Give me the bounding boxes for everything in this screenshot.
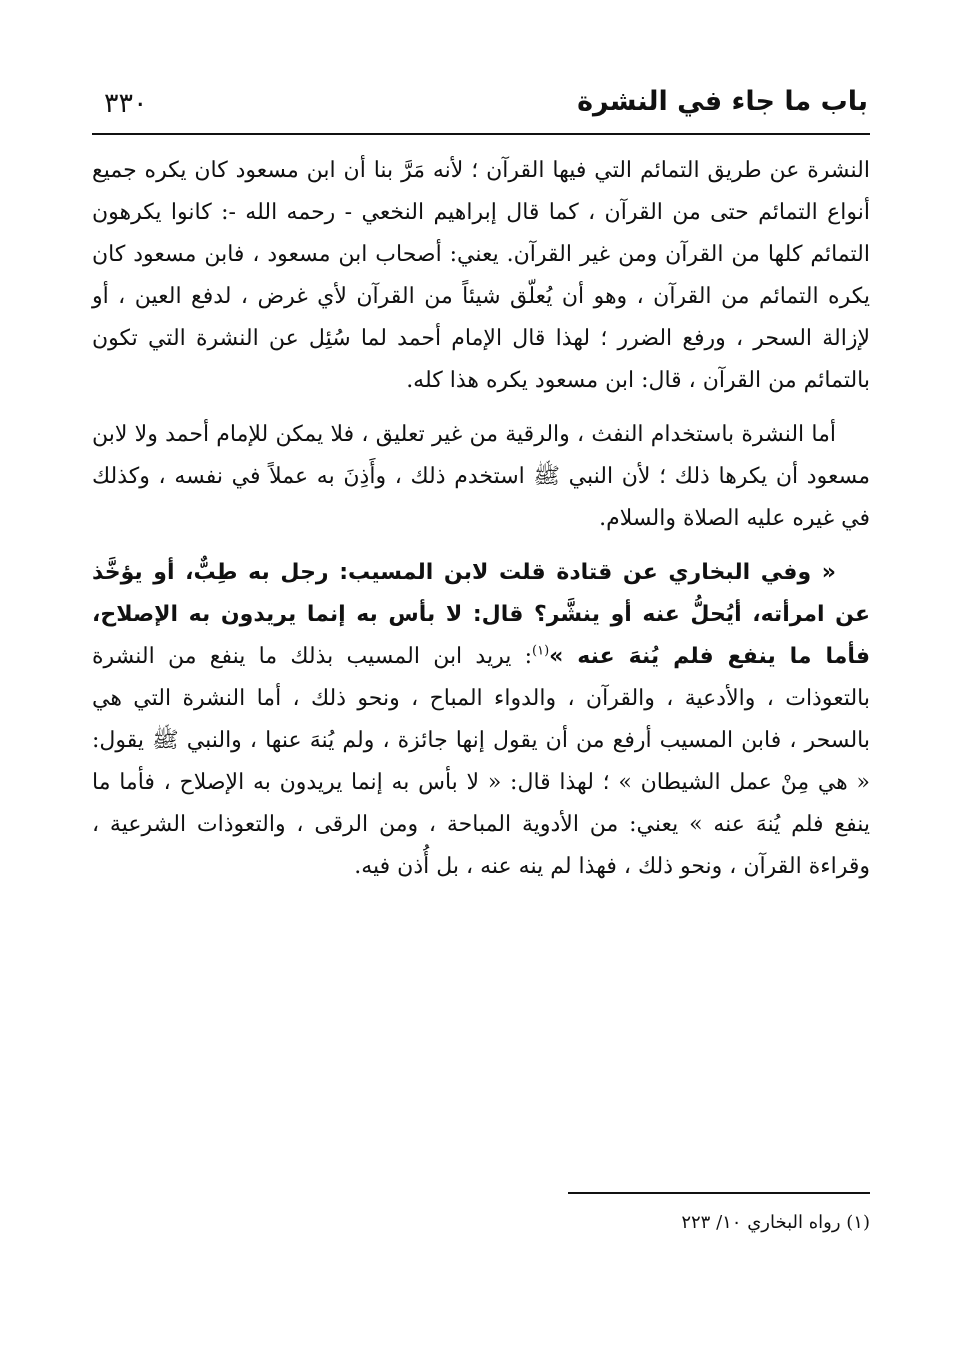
paragraph-1: النشرة عن طريق التمائم التي فيها القرآن ؛ لأنه مَرَّ بنا أن ابن مسعود كان يكره جميع أنواع التمائم حتى من القرآن ، كما قال إبراهيم النخعي - رحمه الله -: كانوا يكرهون التمائم كلها من القرآن ومن غير القرآن. يعني: أصحاب ابن مسعود ، فابن مسعود كان يكره التمائم من القرآن ، وهو أن يُعلّق شيئاً من القرآن لأي غرض ، لدفع العين ، أو لإزالة السحر ، ورفع الضرر ؛ لهذا قال الإمام أحمد لما سُئِل عن النشرة التي تكون بالتمائم من القرآن ، قال: ابن مسعود يكره هذا كله. bbox=[92, 158, 870, 393]
commentary-text: : يريد ابن المسيب بذلك ما ينفع من النشرة بالتعوذات ، والأدعية ، والقرآن ، والدواء المباح ، ونحو ذلك ، أما النشرة التي هي بالسحر ، فابن المسيب أرفع من أن يقول إنها جائزة ، ولم يُنهَ عنها ، والنبي ﷺ يقول: « هي مِنْ عمل الشيطان » ؛ لهذا قال: « لا بأس به إنما يريدون به الإصلاح ، فأما ما ينفع فلم يُنهَ عنه » يعني: من الأدوية المباحة ، ومن الرقى ، والتعوذات الشرعية ، وقراءة القرآن ، ونحو ذلك ، فهذا لم ينه عنه ، بل أُذن فيه. bbox=[92, 644, 870, 879]
footnote-separator bbox=[568, 1192, 870, 1194]
chapter-title: باب ما جاء في النشرة bbox=[577, 86, 868, 117]
footnote: (١) رواه البخاري ١٠/ ٢٢٣ bbox=[681, 1212, 870, 1233]
header-rule bbox=[92, 133, 870, 135]
page-number: ٣٣٠ bbox=[104, 88, 148, 119]
footnote-reference[interactable]: (١) bbox=[532, 643, 550, 659]
quoted-text: « وفي البخاري عن قتادة قلت لابن المسيب: رجل به طِبٌّ، أو يؤخَّذ عن امرأته، أيُحلُّ عنه أو ينشَّر؟ قال: لا بأس به إنما يريدون به الإصلاح، فأما ما ينفع فلم يُنهَ عنه » bbox=[92, 560, 870, 669]
paragraph-2: أما النشرة باستخدام النفث ، والرقية من غير تعليق ، فلا يمكن للإمام أحمد ولا لابن مسعود أن يكرها ذلك ؛ لأن النبي ﷺ استخدم ذلك ، وأَذِنَ به عملاً في نفسه ، وكذلك في غيره عليه الصلاة والسلام. bbox=[92, 422, 870, 531]
paragraph-3 bbox=[92, 552, 870, 888]
running-header bbox=[92, 82, 868, 130]
main-text bbox=[92, 150, 870, 888]
